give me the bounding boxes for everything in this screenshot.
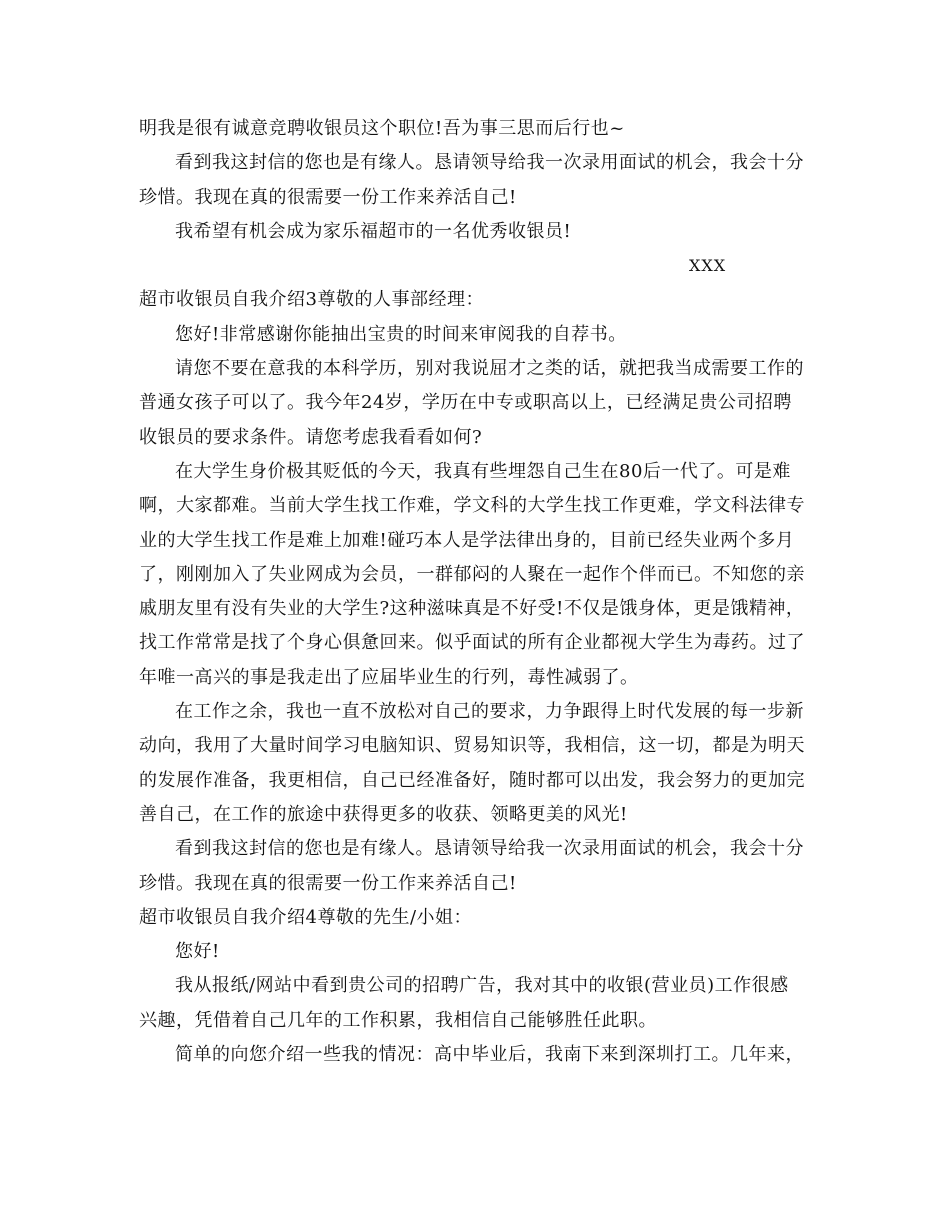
signature: XXX xyxy=(689,256,727,276)
text-line: 业的大学生找工作是难上加难!碰巧本人是学法律出身的，目前已经失业两个多月 xyxy=(139,529,795,551)
text-line: 我希望有机会成为家乐福超市的一名优秀收银员! xyxy=(175,220,572,242)
section-heading: 超市收银员自我介绍4尊敬的先生/小姐： xyxy=(139,906,473,928)
text-line: 珍惜。我现在真的很需要一份工作来养活自己! xyxy=(139,186,517,208)
text-line: 啊，大家都难。当前大学生找工作难，学文科的大学生找工作更难，学文科法律专 xyxy=(139,495,805,517)
text-line: 您好!非常感谢你能抽出宝贵的时间来审阅我的自荐书。 xyxy=(175,323,627,345)
text-line: 兴趣，凭借着自己几年的工作积累，我相信自己能够胜任此职。 xyxy=(139,1009,657,1031)
text-line: 珍惜。我现在真的很需要一份工作来养活自己! xyxy=(139,872,517,894)
text-line: 年唯一高兴的事是我走出了应届毕业生的行列，毒性减弱了。 xyxy=(139,666,639,688)
text-line: 您好! xyxy=(175,941,220,963)
text-line: 看到我这封信的您也是有缘人。恳请领导给我一次录用面试的机会，我会十分 xyxy=(175,152,804,174)
text-line: 了，刚刚加入了失业网成为会员，一群郁闷的人聚在一起作个伴而已。不知您的亲 xyxy=(139,563,805,585)
text-line: 找工作常常是找了个身心俱惫回来。似乎面试的所有企业都视大学生为毒药。过了 xyxy=(139,632,805,654)
text-line: 戚朋友里有没有失业的大学生?这种滋味真是不好受!不仅是饿身体，更是饿精神， xyxy=(139,598,805,620)
text-line: 我从报纸/网站中看到贵公司的招聘广告，我对其中的收银(营业员)工作很感 xyxy=(175,975,789,997)
document-body xyxy=(139,112,811,1072)
text-line: 在工作之余，我也一直不放松对自己的要求，力争跟得上时代发展的每一步新 xyxy=(175,701,804,723)
text-line: 在大学生身价极其贬低的今天，我真有些埋怨自己生在80后一代了。可是难 xyxy=(175,460,791,482)
text-line: 明我是很有诚意竞聘收银员这个职位!吾为事三思而后行也~ xyxy=(139,118,625,139)
section-heading: 超市收银员自我介绍3尊敬的人事部经理： xyxy=(139,289,484,311)
text-line: 善自己，在工作的旅途中获得更多的收获、领略更美的风光! xyxy=(139,803,628,825)
text-line: 请您不要在意我的本科学历，别对我说屈才之类的话，就把我当成需要工作的 xyxy=(175,358,804,380)
text-line: 收银员的要求条件。请您考虑我看看如何? xyxy=(139,426,483,448)
text-line: 简单的向您介绍一些我的情况：高中毕业后，我南下来到深圳打工。几年来， xyxy=(175,1044,804,1066)
text-line: 看到我这封信的您也是有缘人。恳请领导给我一次录用面试的机会，我会十分 xyxy=(175,838,804,860)
text-line: 普通女孩子可以了。我今年24岁，学历在中专或职高以上，已经满足贵公司招聘 xyxy=(139,392,792,414)
text-line: 动向，我用了大量时间学习电脑知识、贸易知识等，我相信，这一切，都是为明天 xyxy=(139,735,805,757)
text-line: 的发展作准备，我更相信，自己已经准备好，随时都可以出发，我会努力的更加完 xyxy=(139,769,805,791)
